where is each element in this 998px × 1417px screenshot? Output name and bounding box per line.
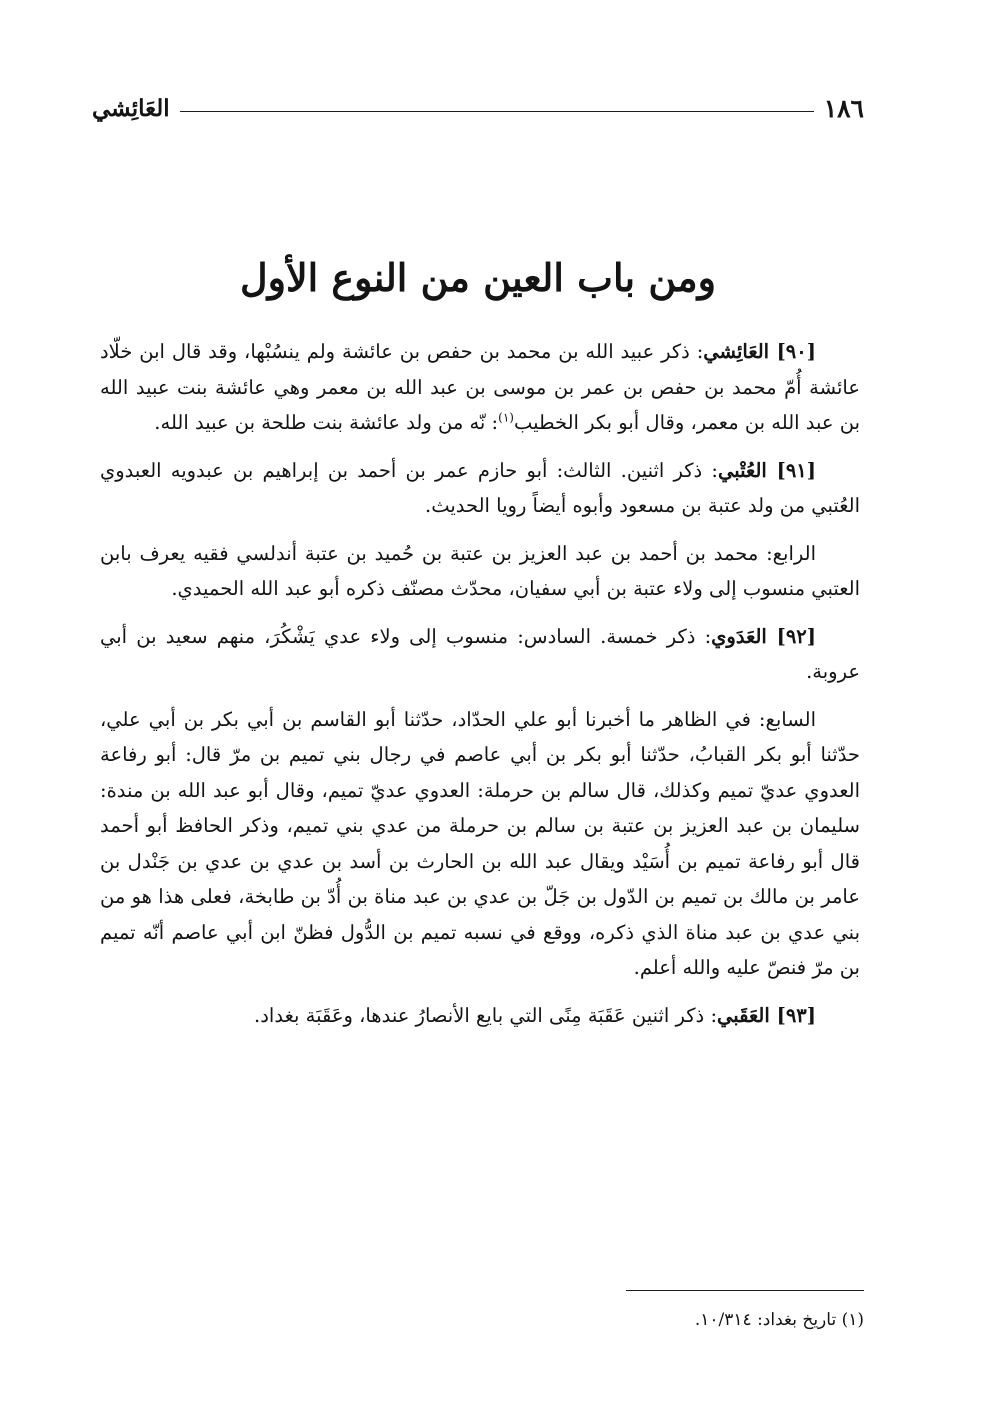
page-number: ١٨٦ bbox=[823, 93, 864, 123]
entry-90 bbox=[100, 334, 860, 441]
entry-text-continued: : نّه من ولد عائشة بنت طلحة بن عبيد الله. bbox=[154, 411, 499, 434]
entry-text: : ذكر اثنين عَقَبَة مِنًى التي بايع الأنصارُ عندها، وعَقَبَة بغداد. bbox=[254, 1003, 718, 1027]
header-rule bbox=[180, 111, 814, 112]
entry-text: السابع: في الظاهر ما أخبرنا أبو علي الحدّاد، حدّثنا أبو القاسم بن أبي بكر بن أبي علي، حدّثنا أبو بكر القبابُ، حدّثنا أبو بكر بن أبي عاصم في رجال بني تميم بن مرّ قال: أبو رفاعة العدوي عديّ تميم وكذلك، قال سالم بن حرملة: العدوي عديّ تميم، وقال أبو عبد الله بن مندة: سليمان بن عبد العزيز بن عتبة بن سالم بن حرملة من عدي بني تميم، وذكر الحافظ أبو أحمد قال أبو رفاعة تميم بن أُسَيْد ويقال عبد الله بن الحارث بن أسد بن عدي بن عدي بن جَنْدل بن عامر بن مالك بن تميم بن الدّول بن جَلّ بن عدي بن عبد مناة بن أُدّ بن طابخة، فعلى هذا هو من بني عدي بن عبد مناة الذي ذكره، ووقع في نسبه تميم بن الدُّول فظنّ ابن أبي عاصم أنّه تميم بن مرّ فنصّ عليه والله أعلم. bbox=[100, 707, 860, 979]
footnote: (١) تاريخ بغداد: ١٠/٣١٤. bbox=[694, 1310, 864, 1330]
entry-91 bbox=[100, 453, 860, 524]
entry-text: الرابع: محمد بن أحمد بن عبد العزيز بن عتبة بن حُميد بن عتبة أندلسي فقيه يعرف بابن العتبي منسوب إلى ولاء عتبة بن أبي سفيان، محدّث مصنّف ذكره أبو عبد الله الحميدي. bbox=[100, 541, 860, 600]
entry-lemma: [٩٢] العَدَوي bbox=[711, 624, 817, 648]
entry-93 bbox=[100, 998, 860, 1034]
entry-lemma: [٩١] العُتْبي bbox=[718, 458, 817, 482]
entry-lemma: [٩٠] العَائِشي bbox=[703, 340, 816, 363]
entry-text: : ذكر اثنين. الثالث: أبو حازم عمر بن أحمد بن إبراهيم بن عبدويه العبدوي العُتبي من ولد عتبة بن مسعود وأبوه أيضاً رويا الحديث. bbox=[100, 458, 860, 517]
chapter-title: ومن باب العين من النوع الأول bbox=[240, 255, 716, 300]
entry-text: : ذكر عبيد الله بن محمد بن حفص بن عائشة ولم ينسُبْها، وقد قال ابن خلّاد عائشة أُمّ محمد بن حفص بن عمر بن موسى بن عبد الله بن معمر وهي عائشة بنت عبيد الله بن عبد الله بن معمر، وقال أبو بكر الخطيب bbox=[100, 340, 860, 434]
entry-lemma: [٩٣] العَقَبي bbox=[717, 1003, 816, 1027]
footnote-reference[interactable]: (١) bbox=[498, 410, 514, 425]
running-header bbox=[92, 88, 864, 128]
footnote-rule bbox=[626, 1290, 864, 1291]
entry-92-seventh bbox=[100, 702, 860, 986]
entries-body bbox=[100, 334, 860, 1045]
entry-92 bbox=[100, 619, 860, 690]
entry-text: : ذكر خمسة. السادس: منسوب إلى ولاء عدي يَشْكُرَ، منهم سعيد بن أبي عروبة. bbox=[100, 624, 860, 683]
entry-91-fourth bbox=[100, 536, 860, 607]
running-title: العَائِشي bbox=[92, 94, 170, 122]
